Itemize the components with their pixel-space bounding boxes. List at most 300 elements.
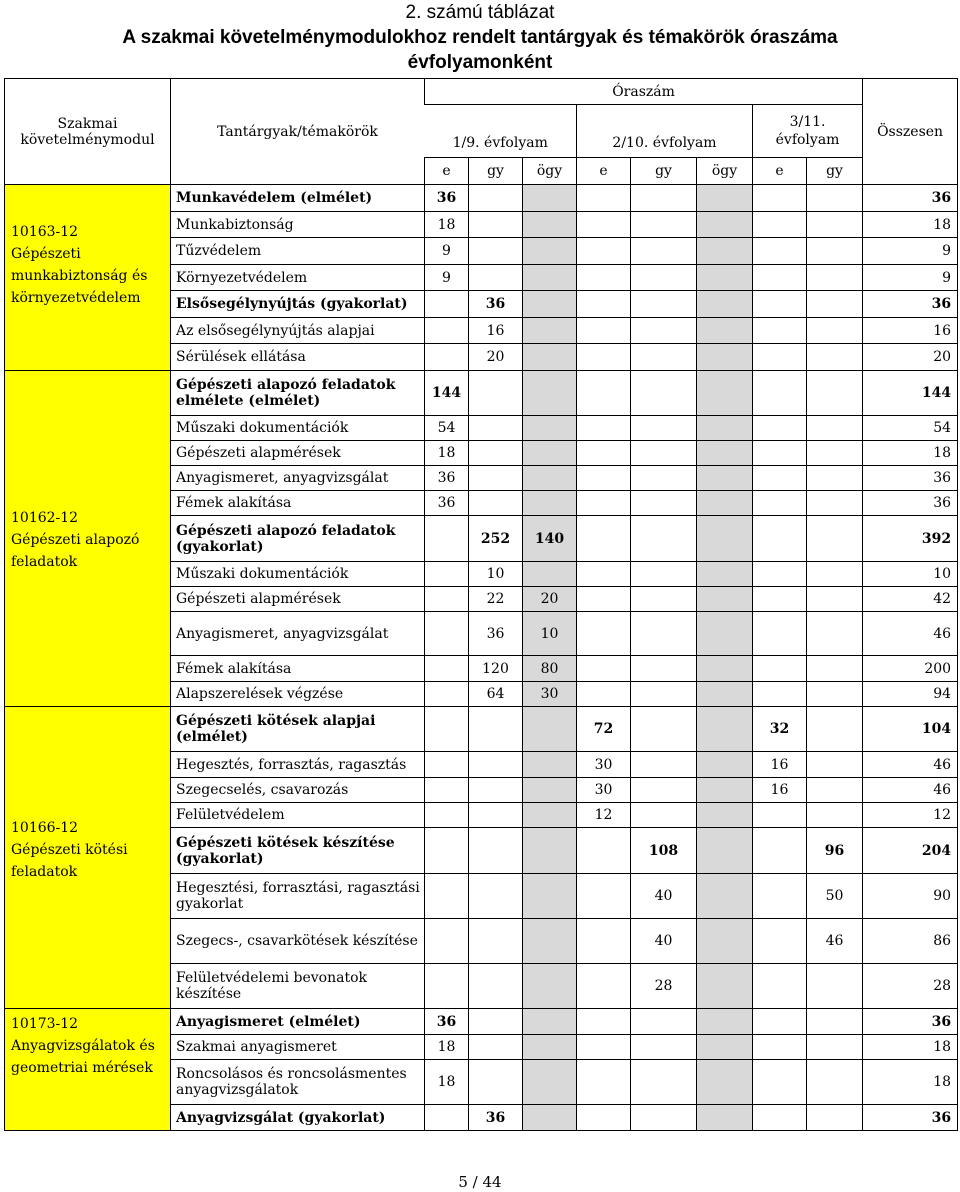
hours-cell bbox=[469, 707, 523, 752]
hours-cell bbox=[631, 185, 697, 212]
hours-cell: 22 bbox=[469, 587, 523, 612]
hours-cell: 20 bbox=[469, 344, 523, 371]
hours-cell bbox=[807, 1009, 863, 1035]
year-3-header: 3/11. évfolyam bbox=[753, 105, 863, 158]
hours-cell bbox=[753, 212, 807, 238]
total-cell: 9 bbox=[863, 265, 958, 291]
hours-cell: 30 bbox=[523, 682, 577, 707]
hours-cell bbox=[697, 1105, 753, 1131]
subject-name: Fémek alakítása bbox=[171, 491, 425, 516]
hours-cell bbox=[425, 874, 469, 919]
hours-cell: 30 bbox=[577, 752, 631, 778]
hours-cell bbox=[469, 416, 523, 441]
table-row bbox=[5, 185, 958, 212]
hours-cell bbox=[631, 752, 697, 778]
hours-cell bbox=[523, 185, 577, 212]
hours-cell bbox=[697, 874, 753, 919]
module-code: 10166-12 bbox=[11, 820, 79, 836]
sub-header-gy: gy bbox=[807, 158, 863, 185]
hours-cell bbox=[577, 874, 631, 919]
subject-name: Gépészeti alapmérések bbox=[171, 441, 425, 466]
hours-cell bbox=[469, 778, 523, 803]
hours-cell bbox=[631, 238, 697, 265]
hours-cell bbox=[425, 828, 469, 874]
table-row bbox=[5, 1009, 958, 1035]
module-cell bbox=[5, 1009, 171, 1131]
module-cell bbox=[5, 371, 171, 707]
hours-cell: 10 bbox=[523, 612, 577, 656]
hours-cell bbox=[631, 1105, 697, 1131]
hours-cell bbox=[577, 491, 631, 516]
hours-cell bbox=[631, 291, 697, 318]
subject-name: Gépészeti alapozó feladatok elmélete (elmélet) bbox=[171, 371, 425, 416]
hours-cell bbox=[697, 441, 753, 466]
subject-name: Fémek alakítása bbox=[171, 656, 425, 682]
hours-cell bbox=[807, 1105, 863, 1131]
hours-cell bbox=[807, 1035, 863, 1060]
subject-name: Anyagismeret (elmélet) bbox=[171, 1009, 425, 1035]
hours-cell: 18 bbox=[425, 441, 469, 466]
hours-cell bbox=[697, 778, 753, 803]
hours-cell bbox=[631, 778, 697, 803]
hours-cell bbox=[469, 919, 523, 964]
hours-cell: 36 bbox=[425, 185, 469, 212]
hours-cell bbox=[577, 212, 631, 238]
subject-name: Felületvédelem bbox=[171, 803, 425, 828]
module-code: 10162-12 bbox=[11, 510, 79, 526]
hours-cell bbox=[807, 212, 863, 238]
hours-cell bbox=[523, 562, 577, 587]
hours-cell: 20 bbox=[523, 587, 577, 612]
hours-cell bbox=[753, 265, 807, 291]
subject-name: Anyagismeret, anyagvizsgálat bbox=[171, 466, 425, 491]
subject-name: Anyagvizsgálat (gyakorlat) bbox=[171, 1105, 425, 1131]
hours-cell bbox=[577, 919, 631, 964]
total-cell: 36 bbox=[863, 291, 958, 318]
hours-cell bbox=[577, 466, 631, 491]
hours-cell: 16 bbox=[753, 778, 807, 803]
hours-cell bbox=[523, 318, 577, 344]
hours-cell bbox=[807, 238, 863, 265]
hours-cell: 36 bbox=[425, 466, 469, 491]
hours-cell bbox=[753, 612, 807, 656]
hours-cell: 40 bbox=[631, 874, 697, 919]
hours-cell bbox=[523, 344, 577, 371]
hours-cell bbox=[523, 778, 577, 803]
hours-cell bbox=[577, 1035, 631, 1060]
hours-cell: 80 bbox=[523, 656, 577, 682]
hours-cell bbox=[577, 682, 631, 707]
year-1-header: 1/9. évfolyam bbox=[425, 105, 577, 158]
hours-cell: 18 bbox=[425, 212, 469, 238]
hours-cell bbox=[523, 707, 577, 752]
hours-cell bbox=[753, 1105, 807, 1131]
hours-cell bbox=[697, 803, 753, 828]
total-cell: 18 bbox=[863, 441, 958, 466]
subject-name: Szegecs-, csavarkötések készítése bbox=[171, 919, 425, 964]
hours-cell bbox=[523, 964, 577, 1009]
total-cell: 18 bbox=[863, 212, 958, 238]
hours-cell bbox=[753, 656, 807, 682]
hours-cell bbox=[523, 371, 577, 416]
hours-cell bbox=[697, 238, 753, 265]
hours-cell bbox=[631, 707, 697, 752]
total-cell: 20 bbox=[863, 344, 958, 371]
hours-cell bbox=[631, 612, 697, 656]
hours-cell bbox=[577, 185, 631, 212]
hours-cell bbox=[631, 318, 697, 344]
hours-cell: 10 bbox=[469, 562, 523, 587]
hours-cell bbox=[631, 265, 697, 291]
subject-name: Felületvédelemi bevonatok készítése bbox=[171, 964, 425, 1009]
hours-cell bbox=[753, 466, 807, 491]
hours-cell bbox=[577, 656, 631, 682]
total-cell: 204 bbox=[863, 828, 958, 874]
hours-cell: 36 bbox=[469, 291, 523, 318]
hours-cell bbox=[425, 778, 469, 803]
hours-cell bbox=[425, 612, 469, 656]
hours-cell bbox=[753, 371, 807, 416]
subject-name: Az elsősegélynyújtás alapjai bbox=[171, 318, 425, 344]
hours-cell bbox=[697, 682, 753, 707]
hours-cell bbox=[469, 964, 523, 1009]
hours-cell bbox=[807, 516, 863, 562]
hours-cell bbox=[697, 291, 753, 318]
hours-cell bbox=[753, 441, 807, 466]
hours-cell bbox=[523, 416, 577, 441]
hours-cell bbox=[753, 964, 807, 1009]
subject-name: Gépészeti alapmérések bbox=[171, 587, 425, 612]
subject-name: Műszaki dokumentációk bbox=[171, 562, 425, 587]
hours-cell: 12 bbox=[577, 803, 631, 828]
subject-name: Szakmai anyagismeret bbox=[171, 1035, 425, 1060]
hours-cell bbox=[753, 803, 807, 828]
hours-cell bbox=[753, 516, 807, 562]
hours-cell bbox=[577, 828, 631, 874]
hours-cell bbox=[425, 919, 469, 964]
hours-cell: 36 bbox=[425, 491, 469, 516]
subject-name: Munkabiztonság bbox=[171, 212, 425, 238]
hours-cell bbox=[523, 1035, 577, 1060]
total-cell: 16 bbox=[863, 318, 958, 344]
hours-cell bbox=[577, 238, 631, 265]
hours-cell bbox=[577, 562, 631, 587]
subject-name: Hegesztés, forrasztás, ragasztás bbox=[171, 752, 425, 778]
hours-cell bbox=[523, 491, 577, 516]
total-cell: 42 bbox=[863, 587, 958, 612]
hours-cell: 36 bbox=[425, 1009, 469, 1035]
hours-cell bbox=[753, 1060, 807, 1105]
hours-cell bbox=[807, 612, 863, 656]
hours-cell bbox=[469, 1009, 523, 1035]
hours-cell bbox=[425, 752, 469, 778]
hours-cell bbox=[807, 562, 863, 587]
hours-cell bbox=[697, 344, 753, 371]
hours-cell bbox=[425, 562, 469, 587]
hours-cell bbox=[469, 238, 523, 265]
hours-cell bbox=[577, 612, 631, 656]
subject-name: Környezetvédelem bbox=[171, 265, 425, 291]
hours-cell bbox=[577, 1009, 631, 1035]
hours-cell bbox=[807, 371, 863, 416]
hours-cell bbox=[523, 441, 577, 466]
hours-cell bbox=[425, 587, 469, 612]
hours-cell: 140 bbox=[523, 516, 577, 562]
total-cell: 90 bbox=[863, 874, 958, 919]
hours-cell bbox=[807, 964, 863, 1009]
total-cell: 10 bbox=[863, 562, 958, 587]
page-number: 5 / 44 bbox=[458, 1173, 502, 1191]
hours-cell bbox=[469, 874, 523, 919]
module-code: 10163-12 bbox=[11, 224, 79, 240]
subject-name: Munkavédelem (elmélet) bbox=[171, 185, 425, 212]
subject-name: Gépészeti kötések alapjai (elmélet) bbox=[171, 707, 425, 752]
hours-cell bbox=[753, 1035, 807, 1060]
hours-cell bbox=[469, 803, 523, 828]
hours-cell: 108 bbox=[631, 828, 697, 874]
hours-cell: 30 bbox=[577, 778, 631, 803]
hours-cell: 40 bbox=[631, 919, 697, 964]
hours-cell bbox=[807, 1060, 863, 1105]
year-2-header: 2/10. évfolyam bbox=[577, 105, 753, 158]
hours-cell bbox=[631, 587, 697, 612]
hours-cell: 144 bbox=[425, 371, 469, 416]
hours-cell bbox=[425, 344, 469, 371]
hours-cell bbox=[577, 265, 631, 291]
table-title-line-1: A szakmai követelménymodulokhoz rendelt tantárgyak és témakörök óraszáma bbox=[122, 27, 838, 48]
hours-cell bbox=[697, 656, 753, 682]
hours-cell bbox=[697, 466, 753, 491]
hours-cell bbox=[469, 265, 523, 291]
hours-cell: 46 bbox=[807, 919, 863, 964]
subject-name: Hegesztési, forrasztási, ragasztási gyakorlat bbox=[171, 874, 425, 919]
hours-cell bbox=[753, 291, 807, 318]
hours-cell bbox=[469, 212, 523, 238]
hours-cell bbox=[807, 344, 863, 371]
hours-cell bbox=[523, 874, 577, 919]
hours-cell bbox=[697, 919, 753, 964]
hours-cell bbox=[697, 491, 753, 516]
hours-cell: 32 bbox=[753, 707, 807, 752]
hours-cell bbox=[577, 291, 631, 318]
hours-cell bbox=[425, 291, 469, 318]
hours-cell: 36 bbox=[469, 1105, 523, 1131]
hours-cell bbox=[523, 212, 577, 238]
hours-cell bbox=[631, 516, 697, 562]
hours-cell bbox=[577, 416, 631, 441]
subject-name: Sérülések ellátása bbox=[171, 344, 425, 371]
total-cell: 46 bbox=[863, 752, 958, 778]
hours-cell bbox=[425, 656, 469, 682]
total-cell: 9 bbox=[863, 238, 958, 265]
hours-cell: 18 bbox=[425, 1060, 469, 1105]
hours-cell: 36 bbox=[469, 612, 523, 656]
hours-cell bbox=[697, 964, 753, 1009]
hours-cell bbox=[425, 964, 469, 1009]
hours-cell: 18 bbox=[425, 1035, 469, 1060]
sub-header-gy: gy bbox=[469, 158, 523, 185]
hours-cell bbox=[425, 803, 469, 828]
sub-header-e: e bbox=[577, 158, 631, 185]
hours-cell bbox=[753, 1009, 807, 1035]
total-cell: 392 bbox=[863, 516, 958, 562]
hours-cell bbox=[697, 828, 753, 874]
sub-header-ögy: ögy bbox=[697, 158, 753, 185]
module-name: Gépészeti munkabiztonság és környezetvédelem bbox=[11, 246, 148, 306]
hours-cell bbox=[631, 803, 697, 828]
hours-cell bbox=[577, 1105, 631, 1131]
module-cell bbox=[5, 185, 171, 371]
total-cell: 36 bbox=[863, 491, 958, 516]
hours-cell bbox=[469, 752, 523, 778]
hours-cell bbox=[753, 491, 807, 516]
table-row bbox=[5, 371, 958, 416]
curriculum-hours-table bbox=[4, 78, 958, 1131]
hours-cell bbox=[631, 212, 697, 238]
hours-cell bbox=[631, 371, 697, 416]
hours-cell bbox=[469, 441, 523, 466]
hours-cell bbox=[753, 874, 807, 919]
hours-cell bbox=[753, 919, 807, 964]
hours-cell bbox=[631, 491, 697, 516]
hours-cell bbox=[807, 491, 863, 516]
subject-name: Tűzvédelem bbox=[171, 238, 425, 265]
total-cell: 18 bbox=[863, 1035, 958, 1060]
hours-cell bbox=[577, 318, 631, 344]
table-row bbox=[5, 707, 958, 752]
total-cell: 12 bbox=[863, 803, 958, 828]
hours-cell bbox=[753, 562, 807, 587]
total-cell: 36 bbox=[863, 1105, 958, 1131]
hours-cell bbox=[425, 707, 469, 752]
total-cell: 46 bbox=[863, 778, 958, 803]
hours-cell bbox=[697, 185, 753, 212]
hours-cell bbox=[469, 1060, 523, 1105]
sub-header-e: e bbox=[425, 158, 469, 185]
hours-cell bbox=[807, 778, 863, 803]
hours-cell bbox=[425, 1105, 469, 1131]
hours-cell bbox=[753, 416, 807, 441]
hours-cell bbox=[523, 291, 577, 318]
hours-cell bbox=[697, 1009, 753, 1035]
module-name: Gépészeti kötési feladatok bbox=[11, 842, 128, 880]
hours-cell bbox=[807, 707, 863, 752]
hours-cell bbox=[697, 371, 753, 416]
total-cell: 104 bbox=[863, 707, 958, 752]
hours-header: Óraszám bbox=[425, 79, 863, 105]
hours-cell bbox=[697, 562, 753, 587]
hours-cell bbox=[523, 752, 577, 778]
hours-cell bbox=[753, 682, 807, 707]
hours-cell bbox=[697, 318, 753, 344]
hours-cell bbox=[807, 466, 863, 491]
hours-cell bbox=[753, 185, 807, 212]
hours-cell bbox=[523, 1060, 577, 1105]
total-cell: 46 bbox=[863, 612, 958, 656]
hours-cell bbox=[697, 1060, 753, 1105]
hours-cell bbox=[631, 562, 697, 587]
hours-cell bbox=[807, 682, 863, 707]
hours-cell: 16 bbox=[753, 752, 807, 778]
hours-cell bbox=[523, 828, 577, 874]
hours-cell bbox=[807, 185, 863, 212]
hours-cell bbox=[577, 516, 631, 562]
hours-cell bbox=[753, 828, 807, 874]
hours-cell bbox=[753, 344, 807, 371]
hours-cell bbox=[697, 265, 753, 291]
module-name: Gépészeti alapozó feladatok bbox=[11, 532, 140, 570]
total-cell: 144 bbox=[863, 371, 958, 416]
hours-cell bbox=[807, 441, 863, 466]
subject-name: Gépészeti alapozó feladatok (gyakorlat) bbox=[171, 516, 425, 562]
module-name: Anyagvizsgálatok és geometriai mérések bbox=[11, 1038, 155, 1076]
hours-cell bbox=[697, 752, 753, 778]
hours-cell bbox=[631, 416, 697, 441]
subject-name: Roncsolásos és roncsolásmentes anyagvizsgálatok bbox=[171, 1060, 425, 1105]
subject-name: Gépészeti kötések készítése (gyakorlat) bbox=[171, 828, 425, 874]
hours-cell bbox=[631, 682, 697, 707]
total-cell: 36 bbox=[863, 185, 958, 212]
sub-header-e: e bbox=[753, 158, 807, 185]
sub-header-ögy: ögy bbox=[523, 158, 577, 185]
hours-cell: 9 bbox=[425, 238, 469, 265]
hours-cell bbox=[807, 416, 863, 441]
hours-cell bbox=[523, 1009, 577, 1035]
hours-cell bbox=[753, 587, 807, 612]
hours-cell: 28 bbox=[631, 964, 697, 1009]
total-cell: 36 bbox=[863, 466, 958, 491]
hours-cell: 120 bbox=[469, 656, 523, 682]
hours-cell bbox=[807, 318, 863, 344]
hours-cell bbox=[753, 238, 807, 265]
hours-cell bbox=[577, 964, 631, 1009]
hours-cell bbox=[577, 587, 631, 612]
hours-cell bbox=[697, 212, 753, 238]
sub-header-gy: gy bbox=[631, 158, 697, 185]
total-cell: 18 bbox=[863, 1060, 958, 1105]
hours-cell bbox=[631, 1035, 697, 1060]
hours-cell bbox=[523, 238, 577, 265]
hours-cell bbox=[697, 416, 753, 441]
hours-cell bbox=[807, 803, 863, 828]
hours-cell bbox=[425, 318, 469, 344]
hours-cell bbox=[469, 828, 523, 874]
module-code: 10173-12 bbox=[11, 1016, 79, 1032]
total-cell: 54 bbox=[863, 416, 958, 441]
hours-cell bbox=[469, 466, 523, 491]
subject-name: Elsősegélynyújtás (gyakorlat) bbox=[171, 291, 425, 318]
hours-cell bbox=[469, 491, 523, 516]
total-header: Összesen bbox=[863, 79, 958, 185]
hours-cell bbox=[523, 1105, 577, 1131]
hours-cell bbox=[577, 371, 631, 416]
hours-cell bbox=[425, 516, 469, 562]
total-cell: 94 bbox=[863, 682, 958, 707]
total-cell: 36 bbox=[863, 1009, 958, 1035]
subject-name: Alapszerelések végzése bbox=[171, 682, 425, 707]
hours-cell: 16 bbox=[469, 318, 523, 344]
hours-cell bbox=[425, 682, 469, 707]
hours-cell bbox=[631, 466, 697, 491]
hours-cell bbox=[807, 291, 863, 318]
subject-name: Műszaki dokumentációk bbox=[171, 416, 425, 441]
hours-cell: 54 bbox=[425, 416, 469, 441]
hours-cell: 96 bbox=[807, 828, 863, 874]
module-column-header: Szakmai követelménymodul bbox=[5, 79, 171, 185]
hours-cell bbox=[631, 1060, 697, 1105]
hours-cell bbox=[697, 612, 753, 656]
hours-cell bbox=[697, 516, 753, 562]
